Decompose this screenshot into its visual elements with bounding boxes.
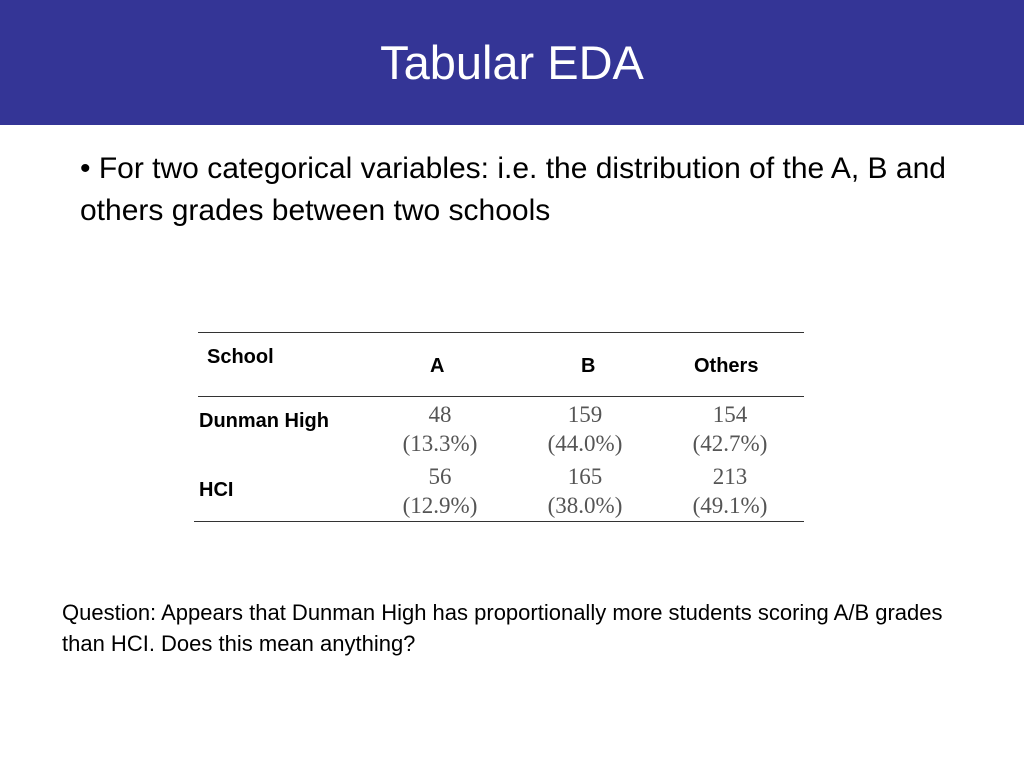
- table-cell: [385, 400, 495, 458]
- cell-count: 213: [712, 464, 748, 489]
- cell-percent: (42.7%): [692, 431, 768, 456]
- cell-percent: (13.3%): [402, 431, 478, 456]
- cell-percent: (44.0%): [547, 431, 623, 456]
- table-cell: [530, 462, 640, 520]
- table-header-rule: [198, 396, 804, 397]
- table-cell: [675, 462, 785, 520]
- table-bottom-rule: [194, 521, 804, 522]
- row-label-dunman-high: Dunman High: [199, 410, 329, 432]
- question-text: Question: Appears that Dunman High has proportionally more students scoring A/B grades than HCI. Does this mean anything?: [62, 600, 943, 656]
- row-label-hci: HCI: [199, 479, 234, 501]
- header-a: A: [430, 355, 445, 377]
- cell-count: 159: [567, 402, 603, 427]
- cell-percent: (38.0%): [547, 493, 623, 518]
- cell-percent: (12.9%): [402, 493, 478, 518]
- cell-percent: (49.1%): [692, 493, 768, 518]
- cell-count: 154: [712, 402, 748, 427]
- bullet-point: • For two categorical variables: i.e. the distribution of the A, B and others grades between two schools: [80, 152, 946, 227]
- cell-count: 56: [428, 464, 452, 489]
- table-cell: [675, 400, 785, 458]
- header-others: Others: [694, 355, 759, 377]
- table-cell: [530, 400, 640, 458]
- contingency-table: [194, 332, 804, 522]
- table-cell: [385, 462, 495, 520]
- table-top-rule: [198, 332, 804, 333]
- header-school: School: [207, 346, 274, 368]
- cell-count: 165: [567, 464, 603, 489]
- slide-title: Tabular EDA: [380, 36, 644, 89]
- cell-count: 48: [428, 402, 452, 427]
- header-b: B: [581, 355, 596, 377]
